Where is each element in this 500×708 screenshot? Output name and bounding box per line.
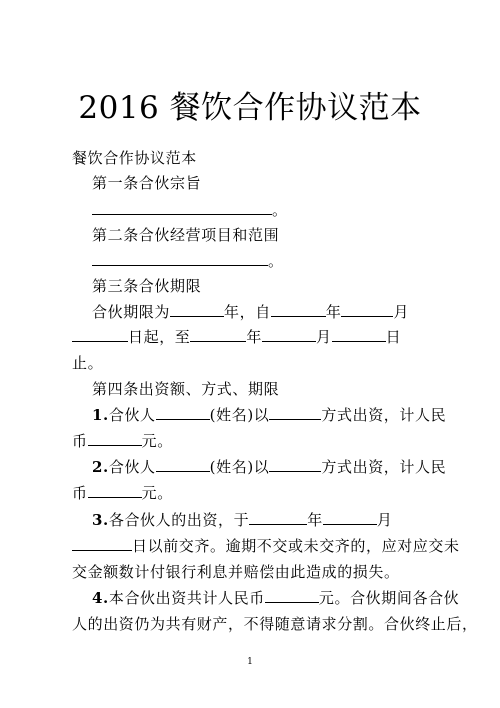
contribution-method-blank <box>269 457 321 472</box>
document-subtitle: 餐饮合作协议范本 <box>72 149 197 167</box>
with-label: 以 <box>253 406 270 424</box>
deadline-label: 各合伙人的出资，于 <box>108 511 250 529</box>
name-label: (姓名) <box>209 458 254 476</box>
currency-label: 币 <box>72 484 88 502</box>
month-label: 月 <box>376 511 393 529</box>
article-3-line-3: 止。 <box>72 354 104 372</box>
item-number: 3. <box>92 511 109 529</box>
amount-blank <box>88 483 142 498</box>
article-1-purpose-line <box>92 200 288 220</box>
yuan-label: 元。 <box>141 484 173 502</box>
name-label: (姓名) <box>209 406 254 424</box>
total-label: 本合伙出资共计人民币 <box>108 589 265 607</box>
page-number: 1 <box>247 657 253 667</box>
article-4-item-1-line-2 <box>72 431 173 451</box>
article-2-scope-line <box>92 251 284 271</box>
from-label: 年，自 <box>224 303 271 321</box>
contribution-method-blank <box>269 405 321 420</box>
item-number: 2. <box>92 458 109 476</box>
term-label: 合伙期限为 <box>92 303 171 321</box>
month-label: 月 <box>393 303 410 321</box>
deadline-day-blank <box>72 536 132 551</box>
deadline-month-blank <box>323 510 377 525</box>
total-amount-blank <box>265 588 319 603</box>
punctuation: 。 <box>272 201 288 219</box>
method-label: 方式出资，计人民 <box>321 406 447 424</box>
purpose-blank <box>92 200 272 215</box>
article-3-line-1 <box>92 302 409 322</box>
with-label: 以 <box>253 458 270 476</box>
month-label: 月 <box>316 328 332 346</box>
article-4-item-2-line-2 <box>72 483 173 503</box>
day-label: 日 <box>385 328 402 346</box>
item-number: 1. <box>92 406 109 424</box>
deadline-year-blank <box>249 510 307 525</box>
article-4-item-3-line-3: 交金额数计付银行利息并赔偿由此造成的损失。 <box>72 563 400 581</box>
partner-name-blank <box>156 405 210 420</box>
article-4-heading: 第四条出资额、方式、期限 <box>92 380 280 398</box>
total-text: 元。合伙期间各合伙 <box>318 589 460 607</box>
end-year-blank <box>190 327 246 342</box>
end-month-blank <box>262 327 316 342</box>
article-4-item-4-line-1 <box>92 588 459 608</box>
deadline-text: 日以前交齐。逾期不交或未交齐的，应对应交未 <box>132 537 460 555</box>
article-3-heading: 第三条合伙期限 <box>92 277 202 295</box>
punctuation: 。 <box>268 252 284 270</box>
currency-label: 币 <box>72 432 88 450</box>
method-label: 方式出资，计人民 <box>321 458 447 476</box>
article-4-item-3-line-1 <box>92 510 392 530</box>
article-4-item-1-line-1 <box>92 405 446 425</box>
article-3-line-2 <box>72 327 401 347</box>
term-years-blank <box>170 302 224 317</box>
year-label: 年 <box>246 328 263 346</box>
item-number: 4. <box>92 589 109 607</box>
article-2-heading: 第二条合伙经营项目和范围 <box>92 226 280 244</box>
partner-label: 合伙人 <box>108 458 156 476</box>
year-label: 年 <box>325 303 342 321</box>
partner-name-blank <box>156 457 210 472</box>
end-day-blank <box>332 327 386 342</box>
until-label: 日起，至 <box>128 328 191 346</box>
partner-label: 合伙人 <box>108 406 156 424</box>
article-1-heading: 第一条合伙宗旨 <box>92 174 202 192</box>
article-4-item-4-line-2: 人的出资仍为共有财产，不得随意请求分割。合伙终止后， <box>72 615 478 633</box>
start-day-blank <box>72 327 128 342</box>
yuan-label: 元。 <box>141 432 173 450</box>
scope-blank <box>92 251 268 266</box>
start-month-blank <box>341 302 393 317</box>
article-4-item-2-line-1 <box>92 457 446 477</box>
article-4-item-3-line-2 <box>72 536 460 556</box>
amount-blank <box>88 431 142 446</box>
year-label: 年 <box>307 511 323 529</box>
start-year-blank <box>271 302 326 317</box>
document-title: 2016 餐饮合作协议范本 <box>78 90 422 126</box>
